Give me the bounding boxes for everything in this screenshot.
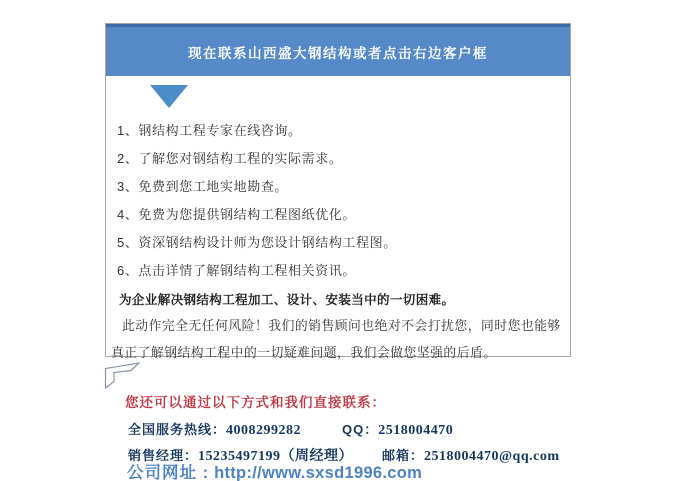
contact-lead: 您还可以通过以下方式和我们直接联系： xyxy=(125,395,386,410)
step-item-3: 3、免费到您工地实地勘查。 xyxy=(117,179,289,194)
contact-line-hotline xyxy=(128,419,453,439)
qq-number: 2518004470 xyxy=(378,423,454,438)
corner-ribbon-icon xyxy=(104,362,140,390)
step-list xyxy=(111,117,564,285)
promise-body: 此动作完全无任何风险！我们的销售顾问也绝对不会打扰您，同时您也能够真正了解钢结构工程中的一切疑难问题，我们会做您坚强的后盾。 xyxy=(111,318,561,360)
step-item-4: 4、免费为您提供钢结构工程图纸优化。 xyxy=(117,207,357,222)
step-item-5: 5、资深钢结构设计师为您设计钢结构工程图。 xyxy=(117,235,397,250)
step-item-6: 6、点击详情了解钢结构工程相关资讯。 xyxy=(117,263,357,278)
manager-number: 15235497199（周经理） xyxy=(198,449,354,464)
hotline-number: 4008299282 xyxy=(226,423,302,438)
panel-content xyxy=(106,85,570,366)
step-item-2: 2、了解您对钢结构工程的实际需求。 xyxy=(117,151,343,166)
website-line xyxy=(127,459,422,481)
email-label: 邮箱： xyxy=(382,448,425,463)
manager-label: 销售经理： xyxy=(128,448,199,463)
website-label: 公司网址 : xyxy=(127,464,210,481)
promo-panel xyxy=(105,23,571,360)
email-address: 2518004470@qq.com xyxy=(424,449,560,464)
down-triangle-icon xyxy=(150,85,188,108)
promise-headline: 为企业解决钢结构工程加工、设计、安装当中的一切困难。 xyxy=(119,293,455,307)
website-url-link[interactable]: http://www.sxsd1996.com xyxy=(214,464,423,481)
hotline-label: 全国服务热线： xyxy=(128,422,227,437)
banner-title: 现在联系山西盛大钢结构或者点击右边客户框 xyxy=(188,45,488,61)
hotline-pair xyxy=(128,419,342,439)
step-item-1: 1、钢结构工程专家在线咨询。 xyxy=(117,123,302,138)
qq-label: QQ： xyxy=(342,422,379,437)
banner xyxy=(106,24,570,76)
